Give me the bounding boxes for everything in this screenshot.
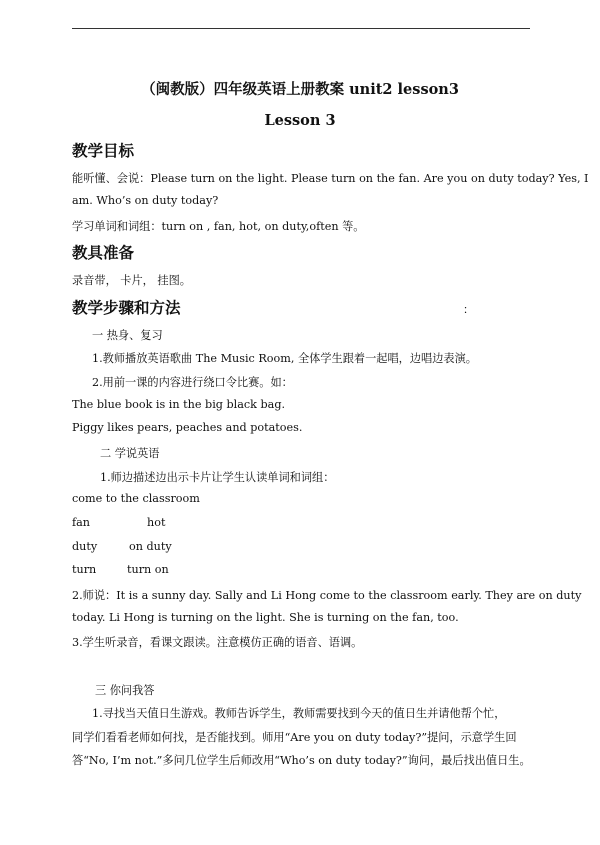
tongue-twister-1: The blue book is in the big black bag. bbox=[72, 398, 286, 411]
lesson-subtitle: Lesson 3 bbox=[264, 112, 336, 129]
vocab-word: duty bbox=[72, 540, 98, 553]
vocab-word: fan bbox=[72, 516, 91, 529]
step-1-item-1: 1.教师播放英语歌曲 The Music Room, 全体学生跟着一起唱，边唱边表演。 bbox=[92, 352, 477, 365]
step-3-title: 三 你问我答 bbox=[95, 684, 155, 697]
step-3-item-1-line-2: 同学们看看老师如何找，是否能找到。师用“Are you on duty today?”提问，示意学生回 bbox=[72, 731, 517, 744]
header-rule bbox=[72, 28, 530, 29]
vocab-phrase-item: turn on bbox=[127, 563, 169, 576]
goals-line-3: 学习单词和词组：turn on , fan, hot, on duty,often 等。 bbox=[72, 220, 365, 233]
tongue-twister-2: Piggy likes pears, peaches and potatoes. bbox=[72, 421, 303, 434]
goals-line-2: am. Who’s on duty today? bbox=[72, 194, 219, 207]
trailing-colon: ： bbox=[463, 303, 474, 316]
step-2-item-2-line-1: 2.师说：It is a sunny day. Sally and Li Hong come to the classroom early. They are on duty bbox=[72, 589, 582, 602]
step-2-item-2-line-2: today. Li Hong is turning on the light. She is turning on the fan, too. bbox=[72, 611, 459, 624]
step-1-item-2: 2.用前一课的内容进行绕口令比赛。如： bbox=[92, 376, 293, 389]
vocab-word: turn bbox=[72, 563, 97, 576]
step-3-item-1-line-3: 答“No, I’m not.”多问几位学生后师改用“Who’s on duty today?”询问，最后找出值日生。 bbox=[72, 754, 531, 767]
section-heading-materials: 教具准备 bbox=[72, 244, 135, 262]
materials-line: 录音带， 卡片， 挂图。 bbox=[72, 274, 191, 287]
goals-line-1: 能听懂、会说：Please turn on the light. Please turn on the fan. Are you on duty today? Yes, I bbox=[72, 172, 589, 185]
vocab-phrase-item: hot bbox=[147, 516, 166, 529]
step-2-item-1: 1.师边描述边出示卡片让学生认读单词和词组： bbox=[100, 471, 335, 484]
step-2-item-3: 3.学生听录音，看课文跟读。注意模仿正确的语音、语调。 bbox=[72, 636, 363, 649]
vocab-phrase: come to the classroom bbox=[72, 492, 200, 505]
step-3-item-1-line-1: 1.寻找当天值日生游戏。教师告诉学生，教师需要找到今天的值日生并请他帮个忙， bbox=[92, 707, 506, 720]
vocab-phrase-item: on duty bbox=[129, 540, 172, 553]
section-heading-goals: 教学目标 bbox=[72, 142, 135, 160]
step-2-title: 二 学说英语 bbox=[100, 447, 160, 460]
document-title: （闽教版）四年级英语上册教案 unit2 lesson3 bbox=[141, 81, 459, 98]
section-heading-steps: 教学步骤和方法 bbox=[72, 299, 181, 317]
step-1-title: 一 热身、复习 bbox=[92, 329, 163, 342]
